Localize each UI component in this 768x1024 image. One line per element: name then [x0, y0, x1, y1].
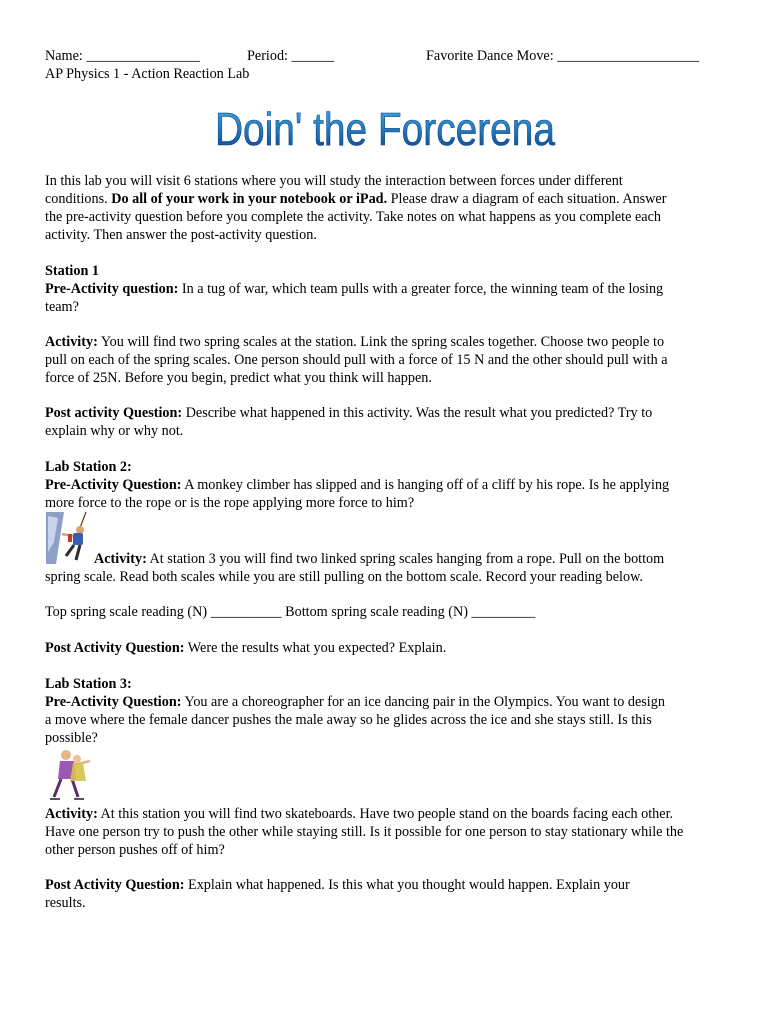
page-title	[210, 100, 560, 158]
svg-text:Doin' the Forcerena: Doin' the Forcerena	[215, 103, 556, 155]
station-3-pre-question-cont: possible?	[45, 730, 98, 746]
intro-line: conditions. Do all of your work in your notebook or iPad. Please draw a diagram of each situation. Answer	[45, 191, 667, 207]
intro-line: the pre-activity question before you complete the activity. Take notes on what happens as you complete each	[45, 209, 661, 225]
station-2-pre-question-cont: more force to the rope or is the rope applying more force to him?	[45, 495, 415, 511]
station-2-pre-question: Pre-Activity Question: A monkey climber has slipped and is hanging off of a cliff by his rope. Is he applying	[45, 477, 670, 493]
station-1-pre-question: Pre-Activity question: In a tug of war, which team pulls with a greater force, the winning team of the losing	[45, 281, 664, 297]
station-1-heading: Station 1	[45, 263, 99, 279]
station-1-activity: Activity: You will find two spring scales at the station. Link the spring scales together. Choose two people to	[45, 334, 665, 350]
ice-dancers-clipart	[46, 747, 96, 803]
station-1-post-question: Post activity Question: Describe what happened in this activity. Was the result what you predicted? Try to	[45, 405, 653, 421]
station-3-heading: Lab Station 3:	[45, 676, 132, 692]
station-2-activity: Activity: At station 3 you will find two linked spring scales hanging from a rope. Pull on the bottom	[94, 551, 665, 567]
station-1-post-question-cont: explain why or why not.	[45, 423, 184, 439]
station-1-activity-cont: pull on each of the spring scales. One person should pull with a force of 15 N and the other should pull with a	[45, 352, 668, 368]
station-1-activity-cont: force of 25N. Before you begin, predict what you think will happen.	[45, 370, 432, 386]
station-3-activity-cont: other person pushes off of him?	[45, 842, 225, 858]
station-2-activity-cont: spring scale. Read both scales while you are still pulling on the bottom scale. Record your reading below.	[45, 569, 643, 585]
intro-line: In this lab you will visit 6 stations where you will study the interaction between forces under different	[45, 173, 623, 189]
station-3-post-question: Post Activity Question: Explain what happened. Is this what you thought would happen. Explain your	[45, 877, 630, 893]
favorite-dance-move-field: Favorite Dance Move: ____________________	[426, 48, 700, 64]
station-3-post-question-cont: results.	[45, 895, 86, 911]
intro-line: activity. Then answer the post-activity question.	[45, 227, 317, 243]
spring-scale-readings: Top spring scale reading (N) __________ Bottom spring scale reading (N) _________	[45, 604, 536, 620]
station-2-heading: Lab Station 2:	[45, 459, 132, 475]
station-2-post-question: Post Activity Question: Were the results what you expected? Explain.	[45, 640, 447, 656]
station-3-activity-cont: Have one person try to push the other while staying still. Is it possible for one person to stay stationary while the	[45, 824, 684, 840]
station-3-pre-question: Pre-Activity Question: You are a choreographer for an ice dancing pair in the Olympics. You want to design	[45, 694, 665, 710]
course-title: AP Physics 1 - Action Reaction Lab	[45, 66, 250, 82]
period-field: Period: ______	[247, 48, 335, 64]
name-field: Name: ________________	[45, 48, 200, 64]
rock-climber-clipart	[46, 512, 94, 564]
station-1-pre-question-cont: team?	[45, 299, 79, 315]
station-3-activity: Activity: At this station you will find two skateboards. Have two people stand on the boards facing each other.	[45, 806, 674, 822]
station-3-pre-question-cont: a move where the female dancer pushes the male away so he glides across the ice and she stays still. Is this	[45, 712, 652, 728]
